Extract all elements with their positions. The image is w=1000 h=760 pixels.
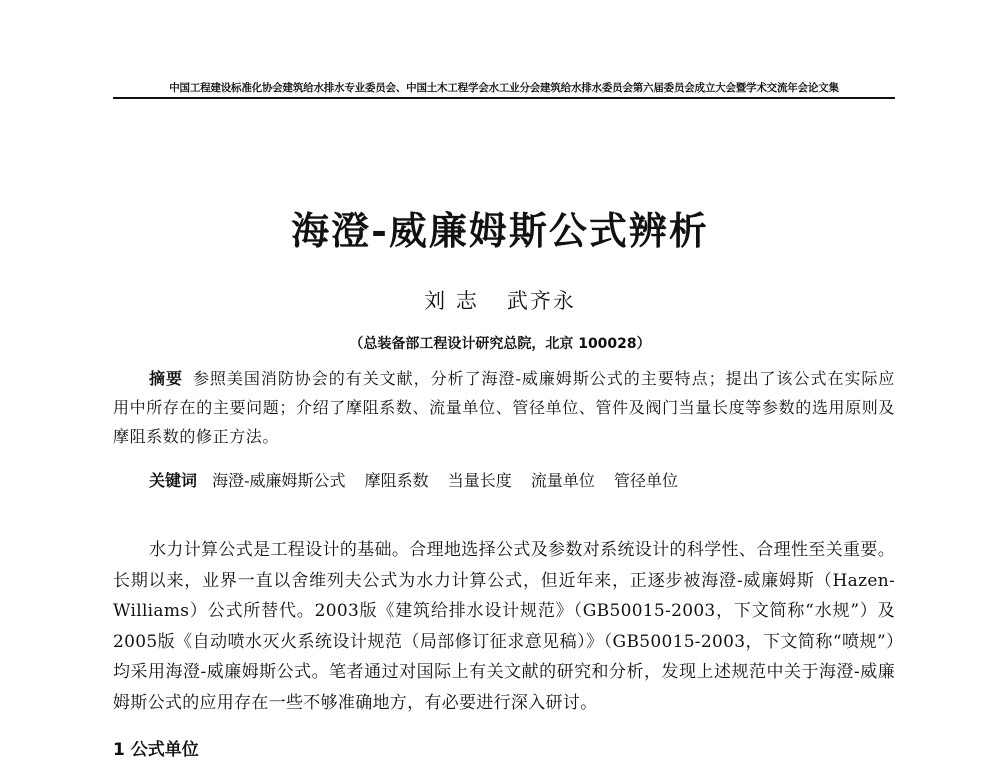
keyword: 流量单位 <box>530 471 595 490</box>
authors <box>0 285 1000 315</box>
keyword: 当量长度 <box>447 471 512 490</box>
author-2: 武齐永 <box>506 289 576 313</box>
body-paragraph: 水力计算公式是工程设计的基础。合理地选择公式及参数对系统设计的科学性、合理性至关重要。长期以来，业界一直以舍维列夫公式为水力计算公式，但近年来，正逐步被海澄-威廉姆斯（Hazen-Williams）公式所替代。2003版《建筑给排水设计规范》（GB50015-2003，下文简称“水规”）及2005版《自动喷水灭火系统设计规范（局部修订征求意见稿）》（GB50015-2003，下文简称“喷规”）均采用海澄-威廉姆斯公式。笔者通过对国际上有关文献的研究和分析，发现上述规范中关于海澄-威廉姆斯公式的应用存在一些不够准确地方，有必要进行深入研讨。 <box>113 540 895 713</box>
abstract-label: 摘要 <box>149 369 183 388</box>
proceedings-header: 中国工程建设标准化协会建筑给水排水专业委员会、中国土木工程学会水工业分会建筑给水排水委员会第六届委员会成立大会暨学术交流年会论文集 <box>169 82 839 94</box>
keywords <box>149 466 895 495</box>
keyword: 管径单位 <box>613 471 678 490</box>
section-heading: 1 公式单位 <box>113 740 199 760</box>
paper-title: 海澄-威廉姆斯公式辨析 <box>291 208 709 253</box>
abstract-text: 参照美国消防协会的有关文献，分析了海澄-威廉姆斯公式的主要特点；提出了该公式在实际应用中所存在的主要问题；介绍了摩阻系数、流量单位、管径单位、管件及阀门当量长度等参数的选用原则及摩阻系数的修正方法。 <box>113 369 895 446</box>
author-1: 刘 志 <box>424 289 479 313</box>
keyword: 摩阻系数 <box>364 471 429 490</box>
header-rule <box>113 97 895 99</box>
keyword: 海澄-威廉姆斯公式 <box>212 471 346 490</box>
affiliation: （总装备部工程设计研究总院，北京 100028） <box>349 336 651 352</box>
keywords-label: 关键词 <box>149 471 198 490</box>
abstract <box>113 364 895 451</box>
